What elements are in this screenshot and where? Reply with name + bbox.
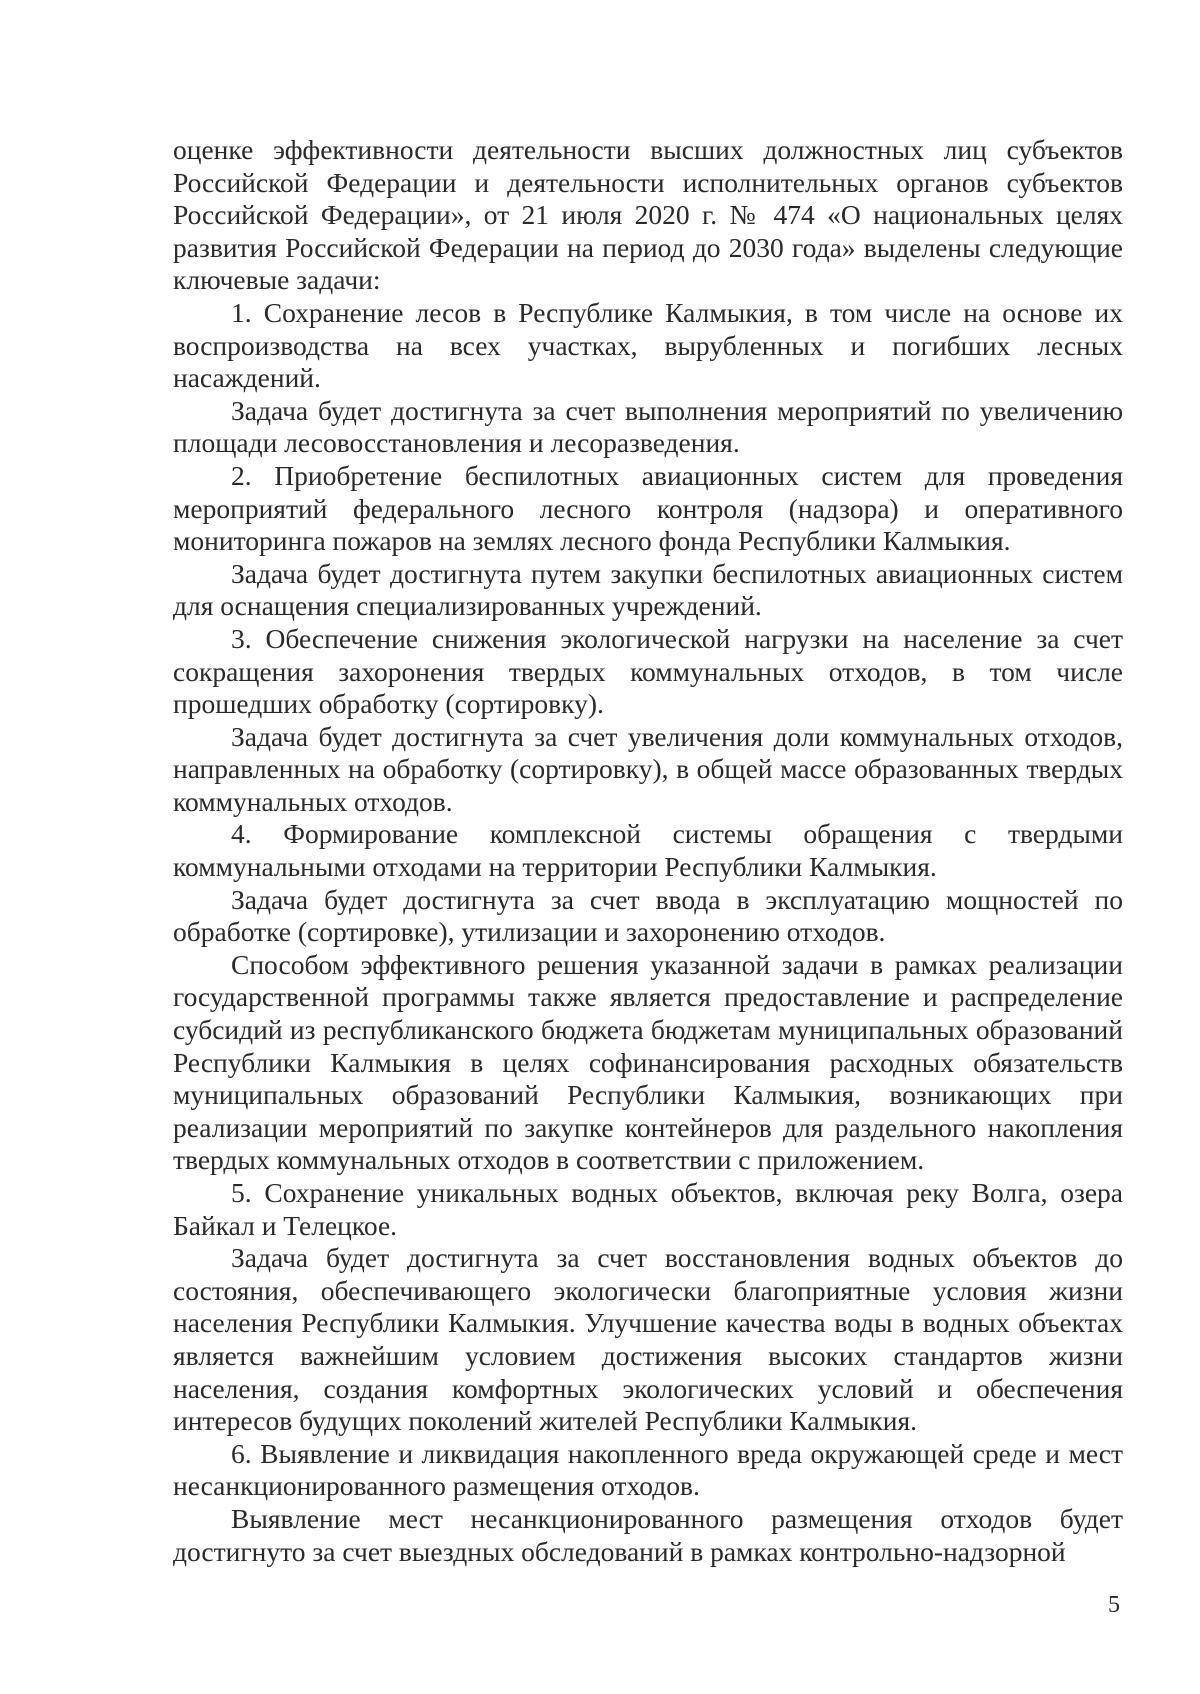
- paragraph-task-1: 1. Сохранение лесов в Республике Калмыкия, в том числе на основе их воспроизводства на всех участках, вырубленных и погибших лесных насаждений.: [173, 296, 1123, 394]
- paragraph-task-5: 5. Сохранение уникальных водных объектов, включая реку Волга, озера Байкал и Телецкое.: [173, 1177, 1123, 1241]
- paragraph-task-4: 4. Формирование комплексной системы обращения с твердыми коммунальными отходами на территории Республики Калмыкия.: [173, 818, 1123, 883]
- document-body: [173, 134, 1123, 1568]
- paragraph-task-5-solution: Задача будет достигнута за счет восстановления водных объектов до состояния, обеспечивающего экологически благоприятные условия жизни населения Республики Калмыкия. Улучшение качества воды в водных объектах является важнейшим условием достижения высоких стандартов жизни населения, создания комфортных экологических условий и обеспечения интересов будущих поколений жителей Республики Калмыкия.: [173, 1242, 1123, 1437]
- paragraph-task-6-solution: Выявление мест несанкционированного размещения отходов будет достигнуто за счет выездных обследований в рамках контрольно-надзорной: [173, 1502, 1123, 1567]
- paragraph-task-4-method: Способом эффективного решения указанной задачи в рамках реализации государственной программы также является предоставление и распределение субсидий из республиканского бюджета бюджетам муниципальных образований Республики Калмыкия в целях софинансирования расходных обязательств муниципальных образований Республики Калмыкия, возникающих при реализации мероприятий по закупке контейнеров для раздельного накопления твердых коммунальных отходов в соответствии с приложением.: [173, 948, 1123, 1176]
- paragraph-task-2: 2. Приобретение беспилотных авиационных систем для проведения мероприятий федерального лесного контроля (надзора) и оперативного мониторинга пожаров на землях лесного фонда Республики Калмыкия.: [173, 459, 1123, 557]
- paragraph-task-1-solution: Задача будет достигнута за счет выполнения мероприятий по увеличению площади лесовосстановления и лесоразведения.: [173, 394, 1123, 459]
- paragraph-task-4-solution: Задача будет достигнута за счет ввода в эксплуатацию мощностей по обработке (сортировке), утилизации и захоронению отходов.: [173, 883, 1123, 948]
- page-number: 5: [1108, 1592, 1120, 1618]
- paragraph-task-2-solution: Задача будет достигнута путем закупки беспилотных авиационных систем для оснащения специализированных учреждений.: [173, 557, 1123, 622]
- paragraph-intro-continuation: оценке эффективности деятельности высших должностных лиц субъектов Российской Федерации и деятельности исполнительных органов субъектов Российской Федерации», от 21 июля 2020 г. № 474 «О национальных целях развития Российской Федерации на период до 2030 года» выделены следующие ключевые задачи:: [173, 134, 1123, 296]
- paragraph-task-3-solution: Задача будет достигнута за счет увеличения доли коммунальных отходов, направленных на обработку (сортировку), в общей массе образованных твердых коммунальных отходов.: [173, 720, 1123, 817]
- paragraph-task-6: 6. Выявление и ликвидация накопленного вреда окружающей среде и мест несанкционированного размещения отходов.: [173, 1437, 1123, 1502]
- paragraph-task-3: 3. Обеспечение снижения экологической нагрузки на население за счет сокращения захоронения твердых коммунальных отходов, в том числе прошедших обработку (сортировку).: [173, 622, 1123, 720]
